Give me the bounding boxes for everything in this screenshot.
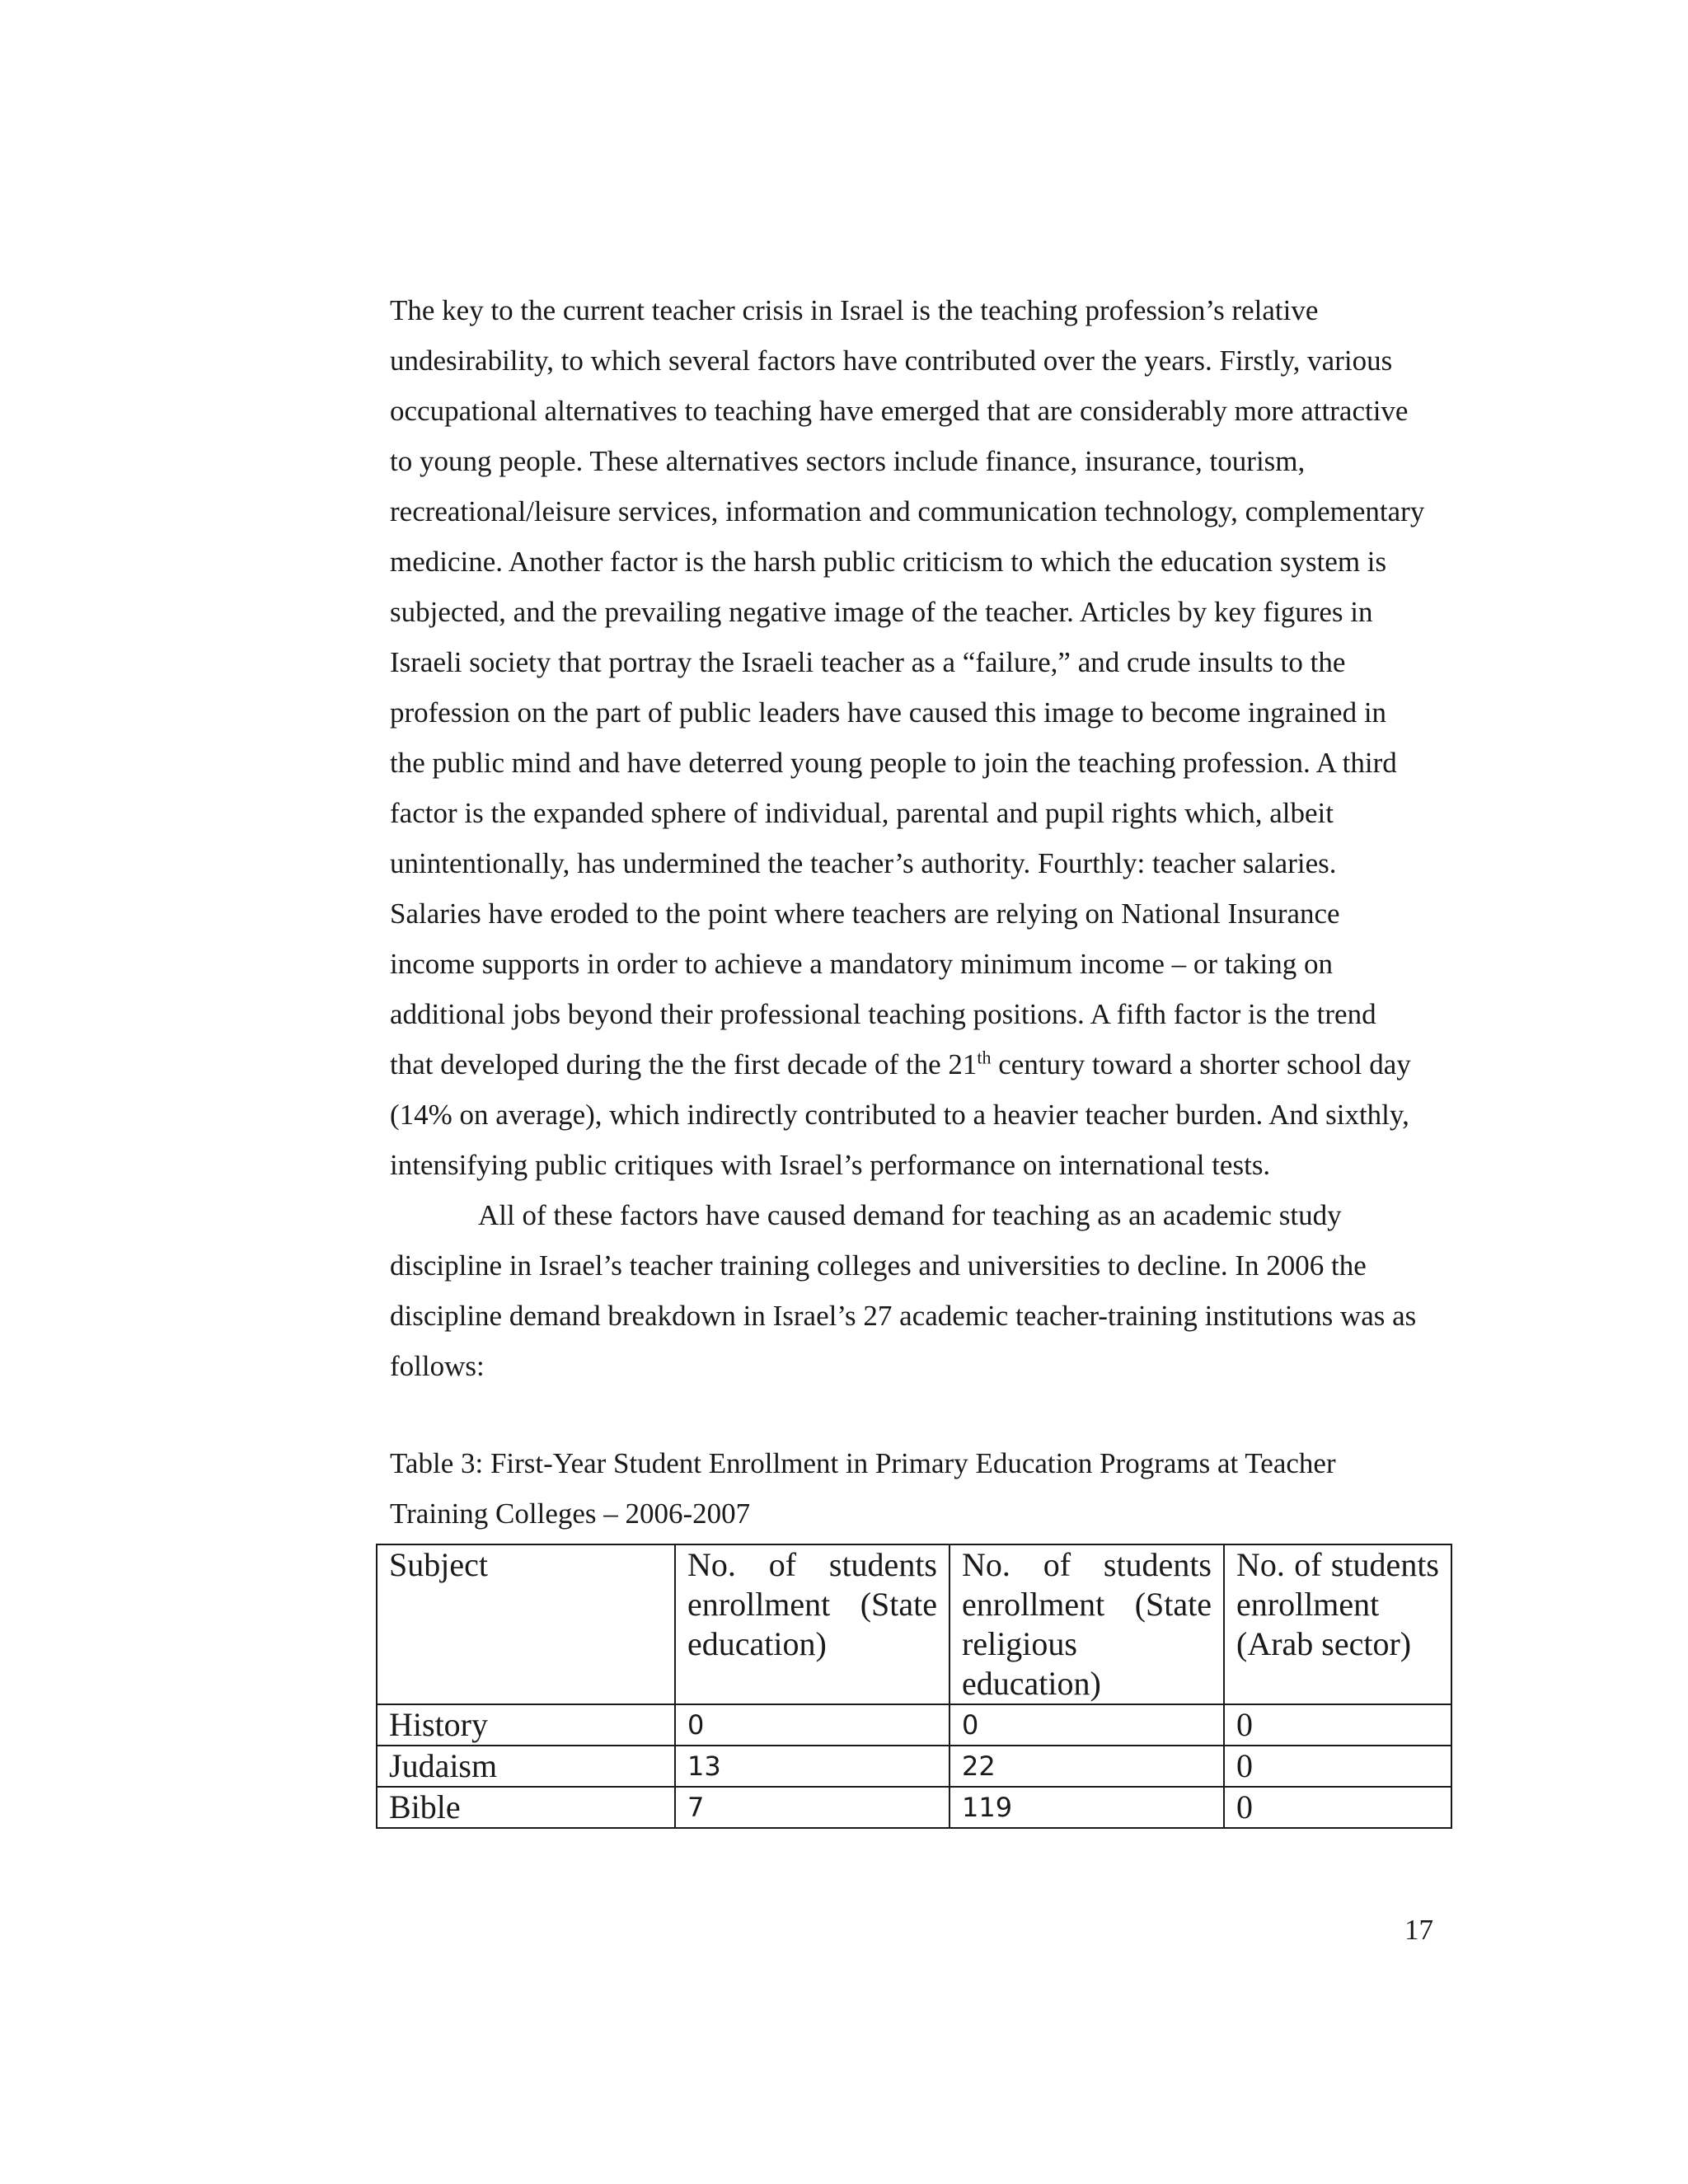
paragraph-line: to young people. These alternatives sectors include finance, insurance, tourism, <box>390 445 1306 477</box>
enrollment-table <box>376 1544 1452 1829</box>
line-text: century toward a shorter school day <box>991 1048 1411 1080</box>
paragraph-line: recreational/leisure services, information and communication technology, complementary <box>390 495 1425 527</box>
paragraph-line: income supports in order to achieve a mandatory minimum income – or taking on <box>390 948 1334 980</box>
paragraph-line: the public mind and have deterred young people to join the teaching profession. A third <box>390 747 1397 779</box>
caption-line: Training Colleges – 2006-2007 <box>390 1497 751 1530</box>
subject-cell: History <box>377 1704 675 1746</box>
superscript: th <box>977 1047 992 1068</box>
paragraph-line: (14% on average), which indirectly contributed to a heavier teacher burden. And sixthly, <box>390 1099 1409 1131</box>
paragraph-line: All of these factors have caused demand for teaching as an academic study <box>478 1199 1342 1231</box>
body-text <box>390 285 1445 1391</box>
paragraph-line: unintentionally, has undermined the teacher’s authority. Fourthly: teacher salaries. <box>390 847 1337 879</box>
paragraph-line: discipline in Israel’s teacher training colleges and universities to decline. In 2006 the <box>390 1249 1367 1282</box>
table-header-row <box>377 1544 1451 1704</box>
page-number: 17 <box>1404 1914 1433 1946</box>
paragraph-line: follows: <box>390 1350 485 1382</box>
header-state-education: No. of students enrollment (State education) <box>675 1544 950 1704</box>
subject-cell: Bible <box>377 1787 675 1828</box>
arab-value-cell: 0 <box>1224 1746 1451 1787</box>
paragraph-line: Salaries have eroded to the point where teachers are relying on National Insurance <box>390 898 1340 930</box>
table-row <box>377 1704 1451 1746</box>
paragraph-line: undesirability, to which several factors have contributed over the years. Firstly, various <box>390 344 1393 377</box>
table-row <box>377 1746 1451 1787</box>
religious-value-cell: 119 <box>950 1787 1224 1828</box>
caption-line: Table 3: First-Year Student Enrollment in Primary Education Programs at Teacher <box>390 1447 1336 1479</box>
paragraph-line: medicine. Another factor is the harsh public criticism to which the education system is <box>390 546 1387 578</box>
paragraph-line: profession on the part of public leaders have caused this image to become ingrained in <box>390 696 1387 729</box>
arab-value-cell: 0 <box>1224 1787 1451 1828</box>
state-value-cell: 7 <box>675 1787 950 1828</box>
paragraph-line <box>390 1039 1445 1090</box>
paragraph-line: The key to the current teacher crisis in Israel is the teaching profession’s relative <box>390 294 1319 326</box>
table-row <box>377 1787 1451 1828</box>
table-caption <box>390 1438 1445 1539</box>
header-subject: Subject <box>377 1544 675 1704</box>
line-text: that developed during the the first decade of the 21 <box>390 1048 978 1080</box>
paragraph-line: additional jobs beyond their professional teaching positions. A fifth factor is the trend <box>390 998 1376 1030</box>
paragraph-line: discipline demand breakdown in Israel’s 27 academic teacher-training institutions was as <box>390 1300 1417 1332</box>
paragraph-line: subjected, and the prevailing negative image of the teacher. Articles by key figures in <box>390 596 1373 628</box>
paragraph-line: Israeli society that portray the Israeli teacher as a “failure,” and crude insults to the <box>390 646 1346 678</box>
arab-value-cell: 0 <box>1224 1704 1451 1746</box>
header-state-religious-education: No. of students enrollment (State religious education) <box>950 1544 1224 1704</box>
religious-value-cell: 22 <box>950 1746 1224 1787</box>
state-value-cell: 13 <box>675 1746 950 1787</box>
paragraph-line: factor is the expanded sphere of individual, parental and pupil rights which, albeit <box>390 797 1334 829</box>
state-value-cell: 0 <box>675 1704 950 1746</box>
header-arab-sector: No. of students enrollment (Arab sector) <box>1224 1544 1451 1704</box>
religious-value-cell: 0 <box>950 1704 1224 1746</box>
paragraph-line: occupational alternatives to teaching have emerged that are considerably more attractive <box>390 395 1409 427</box>
paragraph-line: intensifying public critiques with Israel’s performance on international tests. <box>390 1149 1271 1181</box>
subject-cell: Judaism <box>377 1746 675 1787</box>
